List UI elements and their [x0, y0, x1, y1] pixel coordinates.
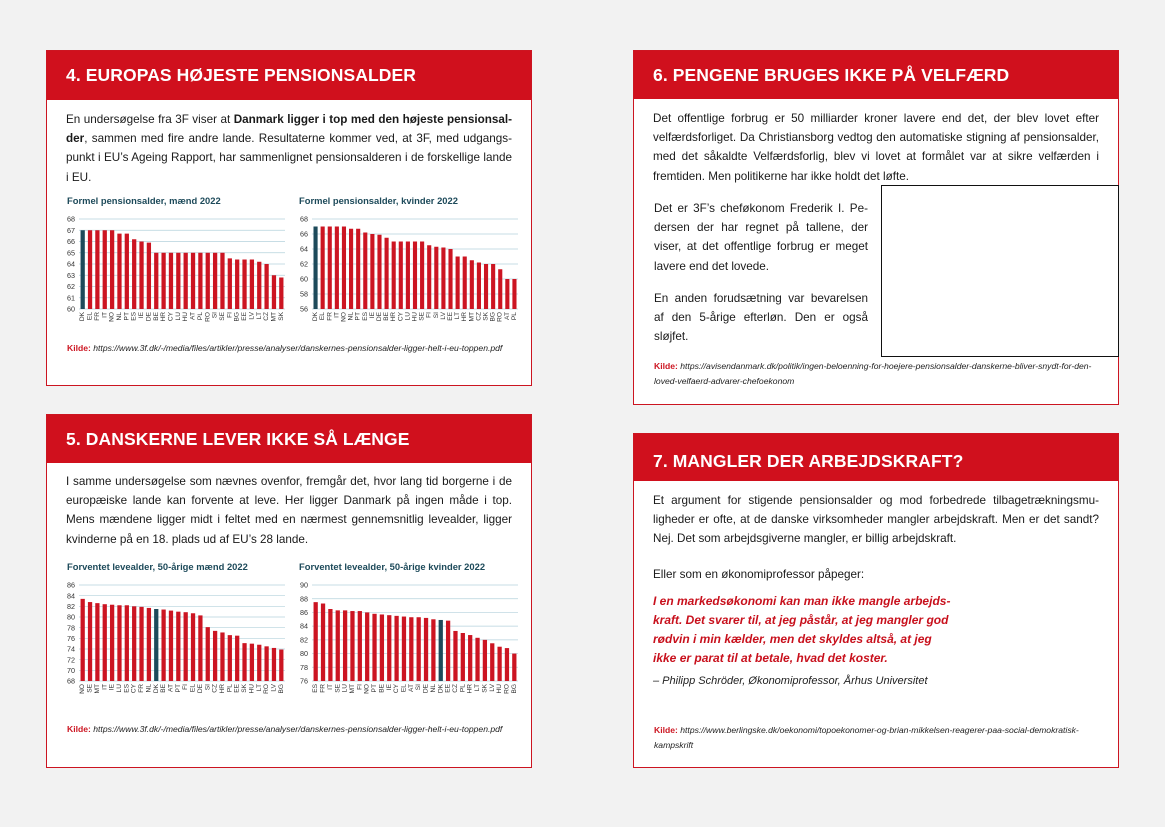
bar-pt: [176, 612, 180, 681]
section-5-intro: I samme undersøgelse som nævnes ovenfor, fremgår det, hvor lang tid borgerne i de europæiske lande kan forvente at leve. Her ligger Danmark på ingen måde i top. Mens mændene ligger midt i feltet med en nærmest gennemsnitlig levealder, ligger kvinderne på en 18. plads ud af EU’s 28 lande.: [66, 475, 512, 546]
x-tick-label: BG: [510, 684, 518, 694]
bar-pt: [372, 614, 376, 681]
x-tick-label: HU: [496, 684, 504, 694]
bar-nl: [117, 234, 121, 309]
x-tick-label: NL: [347, 312, 355, 321]
bar-ee: [235, 636, 239, 681]
bar-ie: [387, 615, 391, 681]
section-6-para-1: Det offentlige forbrug er 50 milliarder kroner lavere end det, der blev lovet efter velfærdsforliget. Da Christiansborg vedtog den automatiske stigning af pensionsalder, med det såkaldte Velfærdsforlig, blev vi lovet at formålet var at sikre velfærden i fremtiden. Men politikerne har ikke holdt det løfte.: [653, 112, 1099, 183]
x-tick-label: CZ: [263, 312, 271, 321]
y-tick-label: 68: [300, 214, 308, 224]
bar-fr: [95, 230, 99, 309]
bar-es: [132, 239, 136, 309]
x-tick-label: FR: [138, 684, 146, 693]
bar-at: [505, 279, 509, 309]
x-tick-label: IT: [333, 312, 341, 318]
bar-no: [110, 230, 114, 309]
bar-hu: [497, 647, 501, 681]
bar-cy: [132, 606, 136, 681]
x-tick-label: EE: [447, 312, 455, 321]
x-tick-label: MT: [348, 684, 356, 694]
bar-ro: [264, 646, 268, 681]
bar-sk: [484, 264, 488, 309]
y-tick-label: 76: [300, 676, 308, 686]
bar-fi: [427, 245, 431, 309]
chart-men-pension: [63, 215, 287, 335]
bar-mt: [272, 275, 276, 309]
x-tick-label: SK: [482, 312, 490, 321]
x-tick-label: BG: [233, 312, 241, 322]
y-tick-label: 74: [67, 644, 75, 654]
bar-si: [417, 617, 421, 681]
y-tick-label: 68: [67, 676, 75, 686]
section-6-para-2: Det er 3F’s cheføkonom Frederik I. Pedersen der har regnet på tallene, der viser, at det offentlige forbrug er meget lavere end det lovede.: [654, 202, 868, 273]
section-6-source: Kilde: https://avisendanmark.dk/politik/ingen-beloenning-for-hoejere-pensionsalder-danskerne-bliver-snydt-for-den-loved-velfaerd-advarer-chefoekonom: [654, 361, 1092, 386]
bar-sk: [483, 640, 487, 681]
x-tick-label: IE: [108, 684, 116, 691]
bar-fr: [321, 604, 325, 681]
bar-de: [424, 618, 428, 681]
x-tick-label: SK: [481, 684, 489, 693]
x-tick-label: LU: [341, 684, 349, 693]
x-tick-label: DE: [422, 684, 430, 694]
y-tick-label: 82: [300, 635, 308, 645]
y-tick-label: 78: [300, 662, 308, 672]
bar-de: [147, 243, 151, 309]
bar-lu: [343, 610, 347, 681]
x-tick-label: EE: [233, 684, 241, 693]
bar-at: [169, 611, 173, 681]
y-tick-label: 68: [67, 214, 75, 224]
x-tick-label: BE: [383, 312, 391, 321]
x-tick-label: ES: [130, 312, 138, 321]
y-tick-label: 66: [300, 229, 308, 239]
bar-si: [434, 247, 438, 309]
y-tick-label: 80: [67, 612, 75, 622]
quote-attribution: – Philipp Schröder, Økonomiprofessor, Århus Universitet: [653, 674, 928, 687]
x-tick-label: SI: [432, 312, 440, 319]
y-tick-label: 63: [67, 270, 75, 280]
section-4-source: Kilde: https://www.3f.dk/-/media/files/artikler/presse/analyser/danskernes-pensionsalder-ligger-helt-i-eu-toppen.pdf: [67, 343, 503, 353]
bar-lt: [456, 257, 460, 310]
bar-bg: [512, 654, 516, 681]
bar-lv: [441, 248, 445, 310]
x-tick-label: NL: [145, 684, 153, 693]
bar-cy: [399, 242, 403, 310]
bar-el: [191, 613, 195, 681]
x-tick-label: CY: [397, 312, 405, 322]
bar-lt: [475, 638, 479, 681]
bar-ie: [370, 234, 374, 309]
x-tick-label: FI: [356, 684, 364, 690]
bar-se: [420, 242, 424, 310]
x-tick-label: EL: [86, 312, 94, 321]
x-tick-label: MT: [270, 312, 278, 322]
y-tick-label: 84: [67, 591, 75, 601]
bar-be: [161, 610, 165, 681]
image-placeholder: [881, 185, 1119, 357]
x-tick-label: CY: [393, 684, 401, 694]
x-tick-label: CY: [130, 684, 138, 694]
x-tick-label: CZ: [475, 312, 483, 321]
y-tick-label: 66: [67, 237, 75, 247]
bar-sk: [279, 278, 283, 310]
x-tick-label: FI: [226, 312, 234, 318]
bar-it: [103, 604, 107, 681]
chart-women-pension: [296, 215, 520, 335]
bar-el: [402, 617, 406, 681]
x-tick-label: DE: [375, 312, 383, 322]
y-tick-label: 65: [67, 248, 75, 258]
section-5-source: Kilde: https://www.3f.dk/-/media/files/artikler/presse/analyser/danskernes-pensionsalder-ligger-helt-i-eu-toppen.pdf: [67, 724, 503, 734]
quote-line: I en markedsøkonomi kan man ikke mangle arbejds-: [653, 593, 951, 608]
x-tick-label: AT: [167, 684, 175, 692]
x-tick-label: NO: [108, 312, 116, 322]
bar-bg: [279, 650, 283, 681]
bar-hr: [220, 632, 224, 681]
x-tick-label: FR: [326, 312, 334, 321]
x-tick-label: LV: [439, 312, 447, 320]
bar-bg: [235, 260, 239, 310]
x-tick-label: HR: [218, 684, 226, 694]
y-tick-label: 86: [67, 580, 75, 590]
bar-cz: [477, 263, 481, 310]
x-tick-label: NO: [340, 312, 348, 322]
chart-title-men-life: Forventet levealder, 50-årige mænd 2022: [67, 561, 248, 572]
x-tick-label: LV: [270, 684, 278, 692]
section-4-card: [46, 50, 532, 386]
bar-it: [335, 227, 339, 310]
x-tick-label: EL: [400, 684, 408, 693]
x-tick-label: AT: [189, 312, 197, 320]
y-tick-label: 60: [300, 274, 308, 284]
x-tick-label: SE: [218, 312, 226, 321]
bar-lu: [176, 253, 180, 309]
bar-hu: [413, 242, 417, 310]
x-tick-label: SI: [204, 684, 212, 691]
bar-nl: [147, 608, 151, 681]
x-tick-label: FI: [182, 684, 190, 690]
y-tick-label: 90: [300, 580, 308, 590]
x-tick-label: IE: [385, 684, 393, 691]
bar-se: [220, 253, 224, 309]
bar-si: [213, 253, 217, 309]
x-tick-label: DE: [145, 312, 153, 322]
bar-lv: [272, 648, 276, 681]
y-tick-label: 78: [67, 623, 75, 633]
bar-ee: [242, 260, 246, 310]
bar-cz: [213, 631, 217, 681]
x-tick-label: DK: [152, 684, 160, 694]
y-tick-label: 60: [67, 304, 75, 314]
x-tick-label: LT: [255, 684, 263, 692]
section-5-title: 5. DANSKERNE LEVER IKKE SÅ LÆNGE: [47, 415, 531, 463]
x-tick-label: AT: [503, 312, 511, 320]
bar-fi: [358, 611, 362, 681]
bar-dk: [439, 620, 443, 681]
bar-be: [380, 614, 384, 681]
bar-ro: [206, 253, 210, 309]
bar-es: [363, 233, 367, 310]
x-tick-label: CY: [167, 312, 175, 322]
bar-fi: [184, 612, 188, 681]
bar-dk: [313, 227, 317, 310]
x-tick-label: SK: [277, 312, 285, 321]
x-tick-label: MT: [93, 684, 101, 694]
bar-nl: [431, 619, 435, 681]
chart-title-women-pension: Formel pensionsalder, kvinder 2022: [299, 195, 458, 206]
x-tick-label: PL: [510, 312, 518, 321]
y-tick-label: 56: [300, 304, 308, 314]
y-tick-label: 86: [300, 608, 308, 618]
x-tick-label: BG: [489, 312, 497, 322]
x-tick-label: IE: [138, 312, 146, 319]
x-tick-label: IT: [326, 684, 334, 690]
bar-dk: [154, 609, 158, 681]
bar-lu: [406, 242, 410, 310]
bar-de: [198, 615, 202, 681]
x-tick-label: SE: [418, 312, 426, 321]
x-tick-label: NL: [115, 312, 123, 321]
chart-title-men-pension: Formel pensionsalder, mænd 2022: [67, 195, 221, 206]
bar-de: [377, 235, 381, 309]
bar-lv: [250, 260, 254, 310]
y-tick-label: 64: [300, 244, 308, 254]
x-tick-label: BE: [378, 684, 386, 693]
chart-title-women-life: Forventet levealder, 50-årige kvinder 2022: [299, 561, 486, 572]
x-tick-label: NO: [79, 684, 87, 694]
x-tick-label: LV: [248, 312, 256, 320]
section-6-para-3: En anden forudsætning var bevarelsen af den 5-årige efterløn. Den er også sløjfet.: [654, 292, 868, 344]
y-tick-label: 67: [67, 225, 75, 235]
y-tick-label: 82: [67, 601, 75, 611]
x-tick-label: HU: [248, 684, 256, 694]
bar-pl: [228, 635, 232, 681]
section-6-card: [633, 50, 1119, 405]
bar-pt: [125, 234, 129, 309]
bar-be: [154, 253, 158, 309]
bar-si: [206, 627, 210, 681]
bar-se: [88, 602, 92, 681]
x-tick-label: FI: [425, 312, 433, 318]
bar-it: [328, 609, 332, 681]
y-tick-label: 64: [67, 259, 75, 269]
y-tick-label: 88: [300, 594, 308, 604]
y-tick-label: 58: [300, 289, 308, 299]
x-tick-label: HU: [411, 312, 419, 322]
x-tick-label: LU: [115, 684, 123, 693]
bar-el: [321, 227, 325, 310]
bar-bg: [491, 264, 495, 309]
x-tick-label: ES: [312, 684, 320, 693]
x-tick-label: LT: [255, 312, 263, 320]
bar-ro: [498, 269, 502, 309]
bar-nl: [349, 229, 353, 309]
y-tick-label: 70: [67, 665, 75, 675]
x-tick-label: RO: [204, 312, 212, 322]
x-tick-label: EL: [319, 312, 327, 321]
quote-line: kraft. Det svarer til, at jeg påstår, at jeg mangler god: [653, 612, 949, 627]
bar-se: [336, 610, 340, 681]
bar-fr: [139, 607, 143, 681]
bar-pl: [512, 279, 516, 309]
x-tick-label: RO: [263, 684, 271, 694]
bar-be: [385, 238, 389, 309]
x-tick-label: MT: [468, 312, 476, 322]
x-tick-label: BE: [160, 684, 168, 693]
x-tick-label: FR: [93, 312, 101, 321]
x-tick-label: EE: [444, 684, 452, 693]
bar-fi: [228, 258, 232, 309]
x-tick-label: EE: [241, 312, 249, 321]
bar-hu: [250, 644, 254, 681]
x-tick-label: IE: [368, 312, 376, 319]
bar-hu: [184, 253, 188, 309]
section-5-card: [46, 414, 532, 768]
x-tick-label: PT: [354, 312, 362, 321]
x-tick-label: HR: [390, 312, 398, 322]
bar-es: [125, 605, 129, 681]
x-tick-label: HU: [182, 312, 190, 322]
y-tick-label: 80: [300, 649, 308, 659]
bar-cy: [169, 253, 173, 309]
x-tick-label: LU: [174, 312, 182, 321]
x-tick-label: PT: [371, 684, 379, 693]
x-tick-label: NL: [429, 684, 437, 693]
bar-lu: [117, 605, 121, 681]
x-tick-label: LT: [474, 684, 482, 692]
x-tick-label: SI: [211, 312, 219, 319]
x-tick-label: CZ: [211, 684, 219, 693]
chart-men-life: [63, 581, 287, 707]
bar-mt: [350, 611, 354, 681]
section-4-title: 4. EUROPAS HØJESTE PENSIONSALDER: [47, 51, 531, 100]
bar-no: [81, 599, 85, 681]
section-7-para-1: Et argument for stigende pensionsalder og mod forbedrede tilbagetrækningsmuligheder er ofte, at de danske virksomheder mangler arbejdskraft. Men er det sandt? Nej. Det som arbejdsgiverne mangler, er billig arbejdskraft.: [653, 494, 1099, 546]
x-tick-label: BG: [277, 684, 285, 694]
x-tick-label: SE: [334, 684, 342, 693]
bar-hr: [392, 242, 396, 310]
bar-ee: [446, 621, 450, 681]
bar-pt: [356, 229, 360, 309]
x-tick-label: PL: [196, 312, 204, 321]
chart-women-life: [296, 581, 520, 707]
x-tick-label: NO: [363, 684, 371, 694]
quote-line: rødvin i min kælder, men det skyldes altså, at jeg: [653, 631, 932, 646]
x-tick-label: BE: [152, 312, 160, 321]
x-tick-label: HR: [160, 312, 168, 322]
section-7-para-2: Eller som en økonomiprofessor påpeger:: [653, 567, 865, 581]
y-tick-label: 76: [67, 633, 75, 643]
x-tick-label: SE: [86, 684, 94, 693]
x-tick-label: DK: [437, 684, 445, 694]
x-tick-label: ES: [361, 312, 369, 321]
x-tick-label: ES: [123, 684, 131, 693]
bar-mt: [470, 260, 474, 309]
bar-fr: [328, 227, 332, 310]
x-tick-label: HR: [461, 312, 469, 322]
bar-mt: [95, 603, 99, 681]
x-tick-label: PL: [226, 684, 234, 693]
bar-pl: [198, 253, 202, 309]
x-tick-label: IT: [101, 684, 109, 690]
section-7-source: Kilde: https://www.berlingske.dk/oekonomi/topoekonomer-og-brian-mikkelsen-reagerer-paa-social-demokratisk-kampskrift: [654, 725, 1079, 750]
bar-at: [191, 253, 195, 309]
x-tick-label: DK: [312, 312, 320, 322]
bar-ie: [110, 605, 114, 681]
x-tick-label: FR: [319, 684, 327, 693]
x-tick-label: RO: [496, 312, 504, 322]
section-7-card: [633, 433, 1119, 768]
bar-ie: [139, 242, 143, 310]
bar-no: [365, 612, 369, 681]
bar-ro: [505, 648, 509, 681]
bar-cz: [264, 264, 268, 309]
bar-ee: [448, 249, 452, 309]
x-tick-label: AT: [407, 684, 415, 692]
bar-sk: [242, 643, 246, 681]
y-tick-label: 84: [300, 621, 308, 631]
bar-hr: [161, 253, 165, 309]
section-7-title: 7. MANGLER DER ARBEJDSKRAFT?: [634, 434, 1118, 481]
x-tick-label: IT: [101, 312, 109, 318]
quote-line: ikke er parat til at betale, hvad det koster.: [653, 650, 888, 665]
x-tick-label: CZ: [451, 684, 459, 693]
bar-at: [409, 617, 413, 681]
bar-cz: [453, 631, 457, 681]
x-tick-label: EL: [189, 684, 197, 693]
bar-lt: [257, 262, 261, 309]
x-tick-label: SK: [241, 684, 249, 693]
x-tick-label: LU: [404, 312, 412, 321]
x-tick-label: PL: [459, 684, 467, 693]
x-tick-label: DE: [196, 684, 204, 694]
bar-lv: [490, 643, 494, 681]
bar-el: [88, 230, 92, 309]
bar-es: [314, 602, 318, 681]
bar-hr: [463, 257, 467, 310]
x-tick-label: DK: [79, 312, 87, 322]
quote: [653, 592, 1099, 668]
bar-it: [103, 230, 107, 309]
x-tick-label: PT: [123, 312, 131, 321]
bar-no: [342, 227, 346, 310]
x-tick-label: PT: [174, 684, 182, 693]
y-tick-label: 62: [67, 282, 75, 292]
y-tick-label: 72: [67, 655, 75, 665]
x-tick-label: LT: [454, 312, 462, 320]
x-tick-label: LV: [488, 684, 496, 692]
section-4-intro: En undersøgelse fra 3F viser at Danmark ligger i top med den højeste pensionsalder, sammen med fire andre lande. Resultaterne kommer ved, at 3F, med udgangspunkt i EU’s Ageing Rapport, har sammenlignet pensionsalderen i de forskellige lande i EU.: [66, 113, 513, 184]
bar-pl: [461, 633, 465, 681]
y-tick-label: 61: [67, 293, 75, 303]
x-tick-label: RO: [503, 684, 511, 694]
x-tick-label: SI: [415, 684, 423, 691]
bar-hr: [468, 635, 472, 681]
x-tick-label: HR: [466, 684, 474, 694]
bar-lt: [257, 645, 261, 681]
y-tick-label: 62: [300, 259, 308, 269]
bar-dk: [81, 230, 85, 309]
section-6-title: 6. PENGENE BRUGES IKKE PÅ VELFÆRD: [634, 51, 1118, 99]
bar-cy: [394, 616, 398, 681]
